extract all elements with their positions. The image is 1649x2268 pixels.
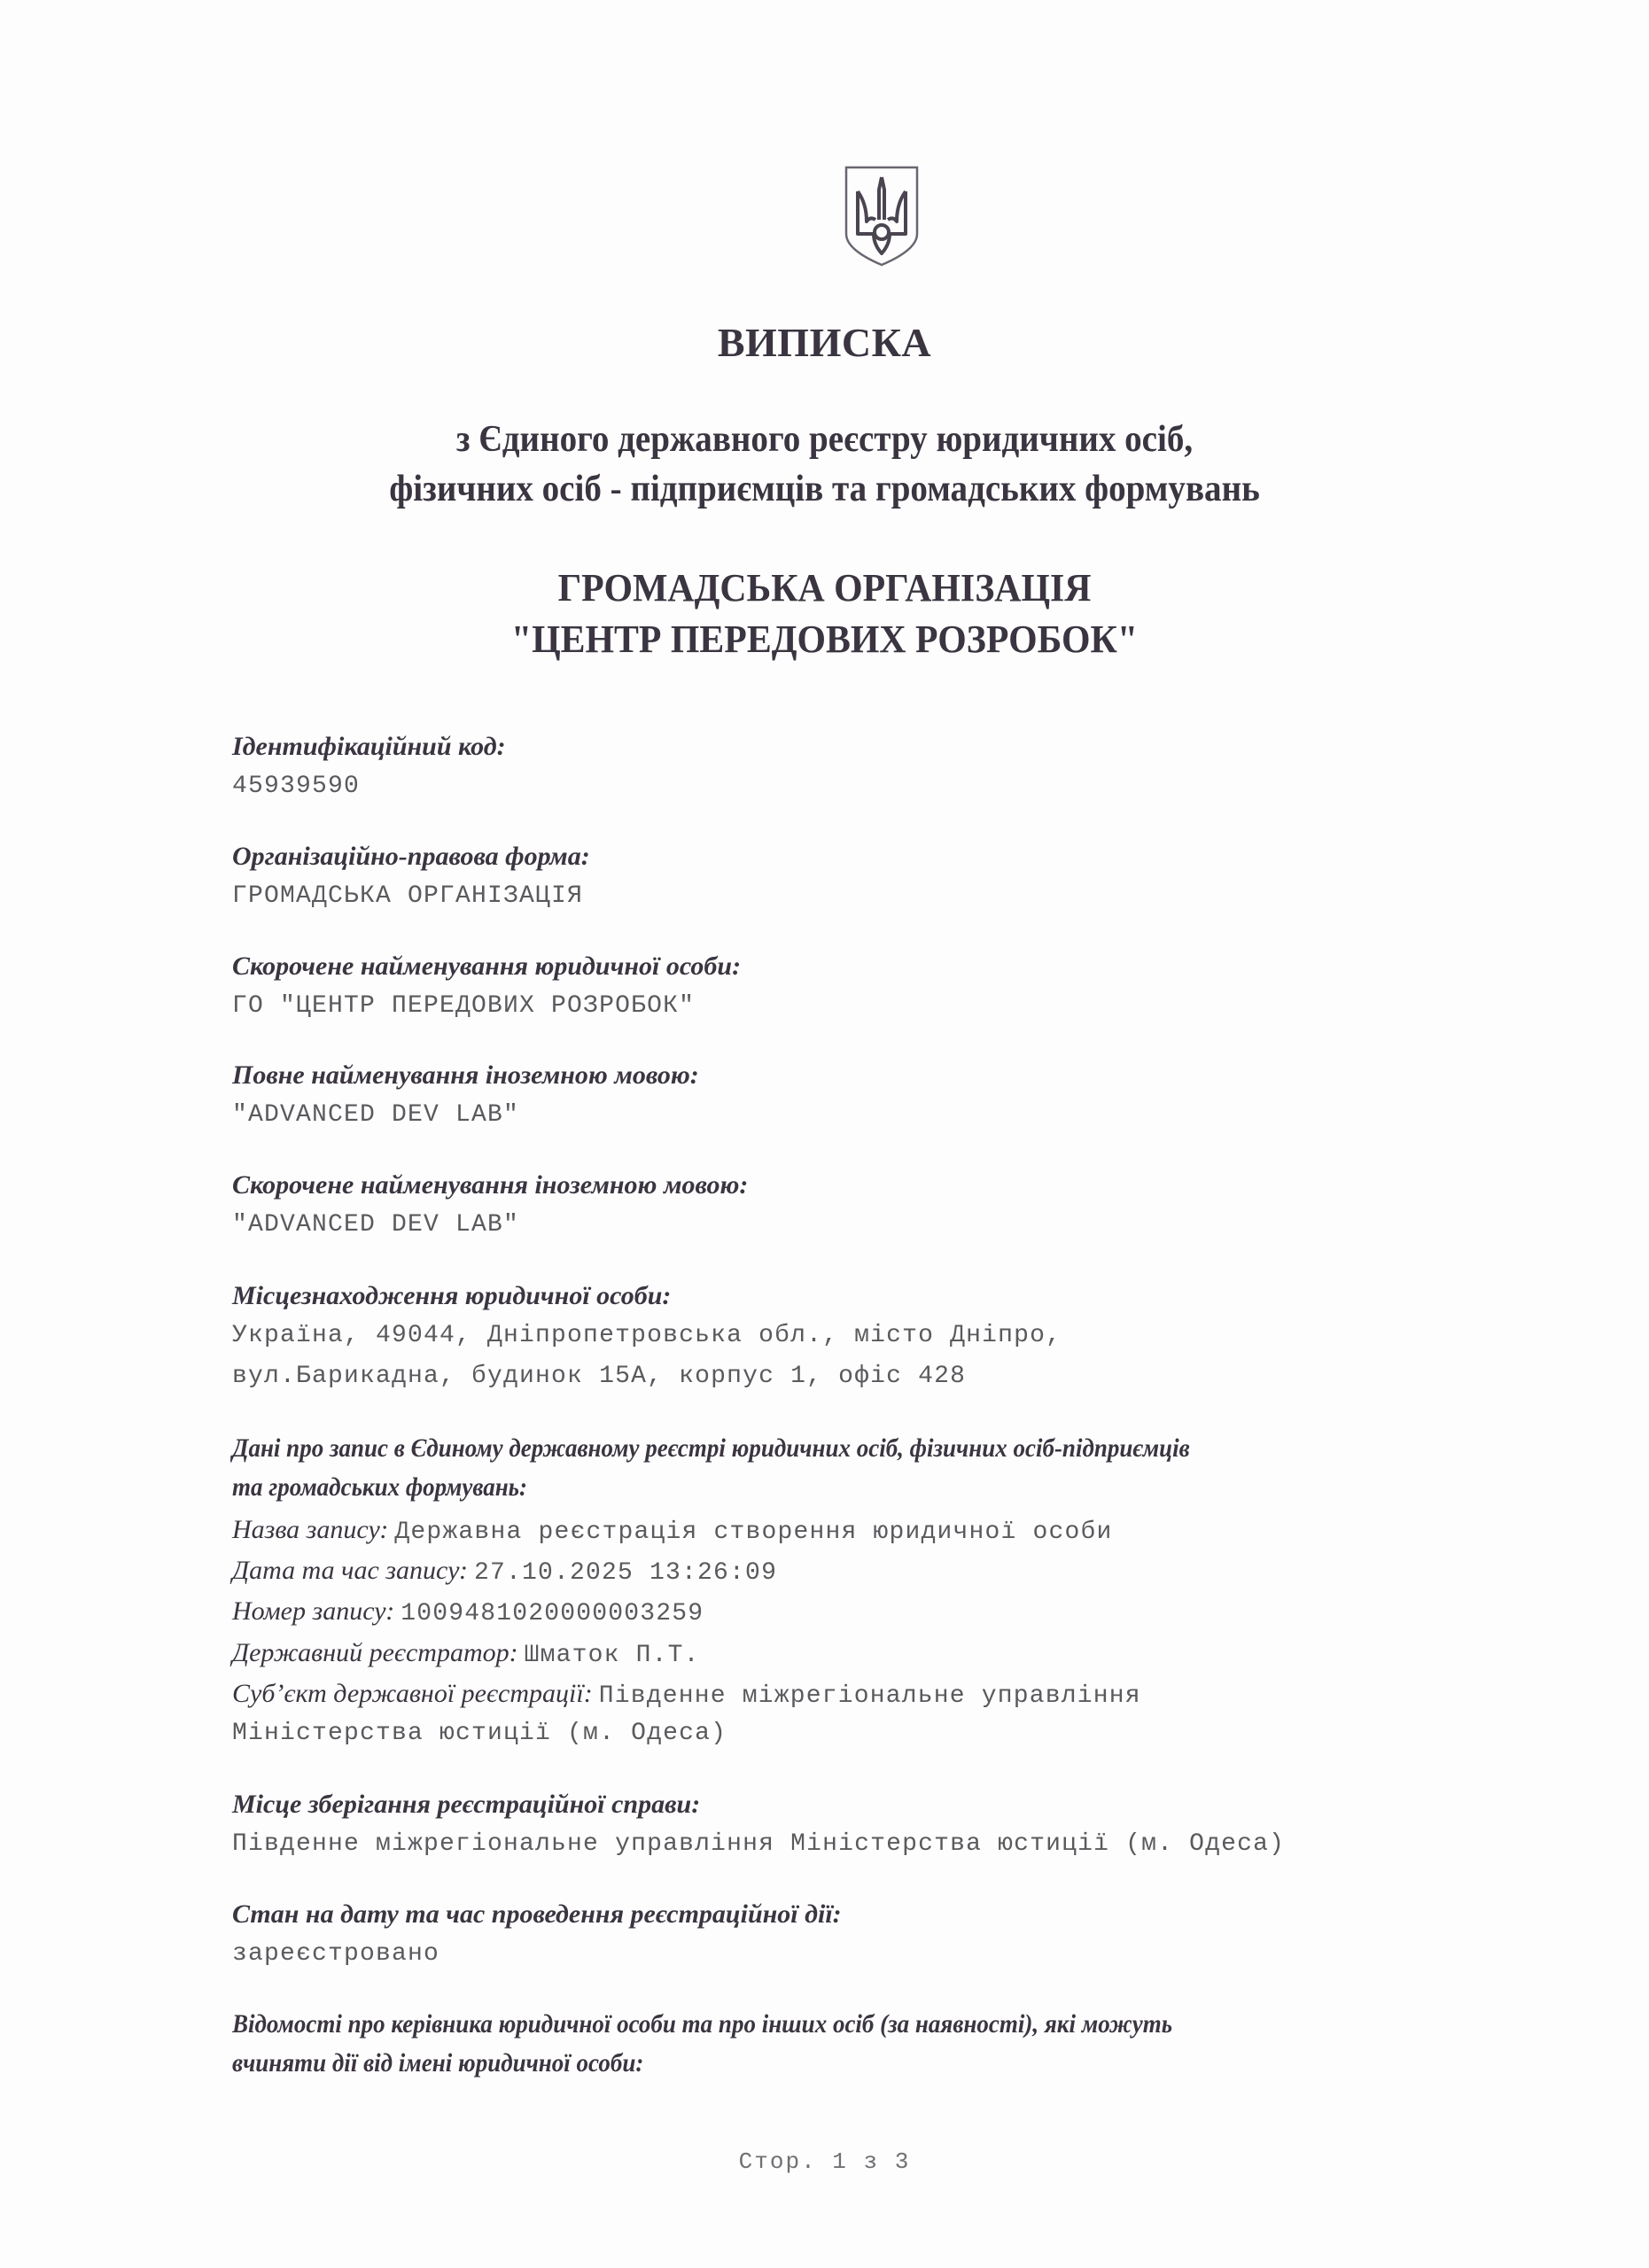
file-storage-label: Місце зберігання реєстраційної справи: bbox=[232, 1790, 701, 1819]
record-number-key: Номер запису: bbox=[232, 1596, 395, 1626]
id-code-label: Ідентифікаційний код: bbox=[232, 732, 506, 761]
short-name-value: ГО "ЦЕНТР ПЕРЕДОВИХ РОЗРОБОК" bbox=[232, 992, 696, 1020]
record-datetime-row bbox=[232, 1556, 777, 1587]
document-title: ВИПИСКА bbox=[717, 320, 932, 365]
registry-record-label-line-1: Дані про запис в Єдиному державному реєстрі юридичних осіб, фізичних осіб-підприємців bbox=[232, 1433, 1190, 1463]
record-number-value: 1009481020000003259 bbox=[401, 1600, 704, 1627]
status-value: зареєстровано bbox=[232, 1940, 440, 1968]
record-datetime-key: Дата та час запису: bbox=[232, 1556, 469, 1585]
legal-form-label: Організаційно-правова форма: bbox=[232, 842, 590, 871]
file-storage-value: Південне міжрегіональне управління Міністерства юстиції (м. Одеса) bbox=[232, 1830, 1286, 1858]
legal-form-value: ГРОМАДСЬКА ОРГАНІЗАЦІЯ bbox=[232, 882, 584, 910]
id-code-value: 45939590 bbox=[232, 773, 361, 800]
organization-name-line-1: ГРОМАДСЬКА ОРГАНІЗАЦІЯ bbox=[557, 566, 1092, 610]
short-name-foreign-label: Скорочене найменування іноземною мовою: bbox=[232, 1170, 749, 1200]
registrar-value: Шматок П.Т. bbox=[524, 1642, 700, 1669]
short-name-foreign-value: "ADVANCED DEV LAB" bbox=[232, 1211, 520, 1239]
registration-subject-key: Суб’єкт державної реєстрації: bbox=[232, 1679, 593, 1708]
organization-name-line-2: "ЦЕНТР ПЕРЕДОВИХ РОЗРОБОК" bbox=[510, 617, 1139, 661]
registrar-key: Державний реєстратор: bbox=[232, 1638, 518, 1667]
short-name-label: Скорочене найменування юридичної особи: bbox=[232, 951, 742, 981]
location-value-line-2: вул.Барикадна, будинок 15А, корпус 1, офіс 428 bbox=[232, 1363, 967, 1390]
full-name-foreign-value: "ADVANCED DEV LAB" bbox=[232, 1101, 520, 1129]
authorized-persons-label-line-2: вчиняти дії від імені юридичної особи: bbox=[232, 2048, 644, 2078]
registry-record-label-line-2: та громадських формувань: bbox=[232, 1472, 528, 1502]
document-subtitle-line-1: з Єдиного державного реєстру юридичних осіб, bbox=[455, 419, 1194, 460]
full-name-foreign-label: Повне найменування іноземною мовою: bbox=[232, 1060, 699, 1090]
page-indicator: Стор. 1 з 3 bbox=[738, 2148, 911, 2175]
record-name-row bbox=[232, 1515, 1113, 1546]
registrar-row bbox=[232, 1638, 700, 1669]
status-label: Стан на дату та час проведення реєстраційної дії: bbox=[232, 1899, 842, 1929]
registration-subject-value-line-2: Міністерства юстиції (м. Одеса) bbox=[232, 1720, 727, 1747]
record-name-value: Державна реєстрація створення юридичної особи bbox=[394, 1518, 1113, 1546]
registration-subject-value-line-1: Південне міжрегіональне управління bbox=[598, 1682, 1141, 1710]
record-datetime-value: 27.10.2025 13:26:09 bbox=[474, 1559, 778, 1587]
document-subtitle-line-2: фізичних осіб - підприємців та громадських формувань bbox=[389, 469, 1260, 509]
authorized-persons-label-line-1: Відомості про керівника юридичної особи та про інших осіб (за наявності), які можуть bbox=[232, 2009, 1173, 2039]
record-name-key: Назва запису: bbox=[232, 1515, 389, 1544]
registration-subject-row bbox=[232, 1679, 1141, 1710]
location-label: Місцезнаходження юридичної особи: bbox=[232, 1281, 672, 1310]
coat-of-arms-icon bbox=[844, 165, 920, 268]
record-number-row bbox=[232, 1596, 704, 1627]
location-value-line-1: Україна, 49044, Дніпропетровська обл., місто Дніпро, bbox=[232, 1322, 1062, 1349]
